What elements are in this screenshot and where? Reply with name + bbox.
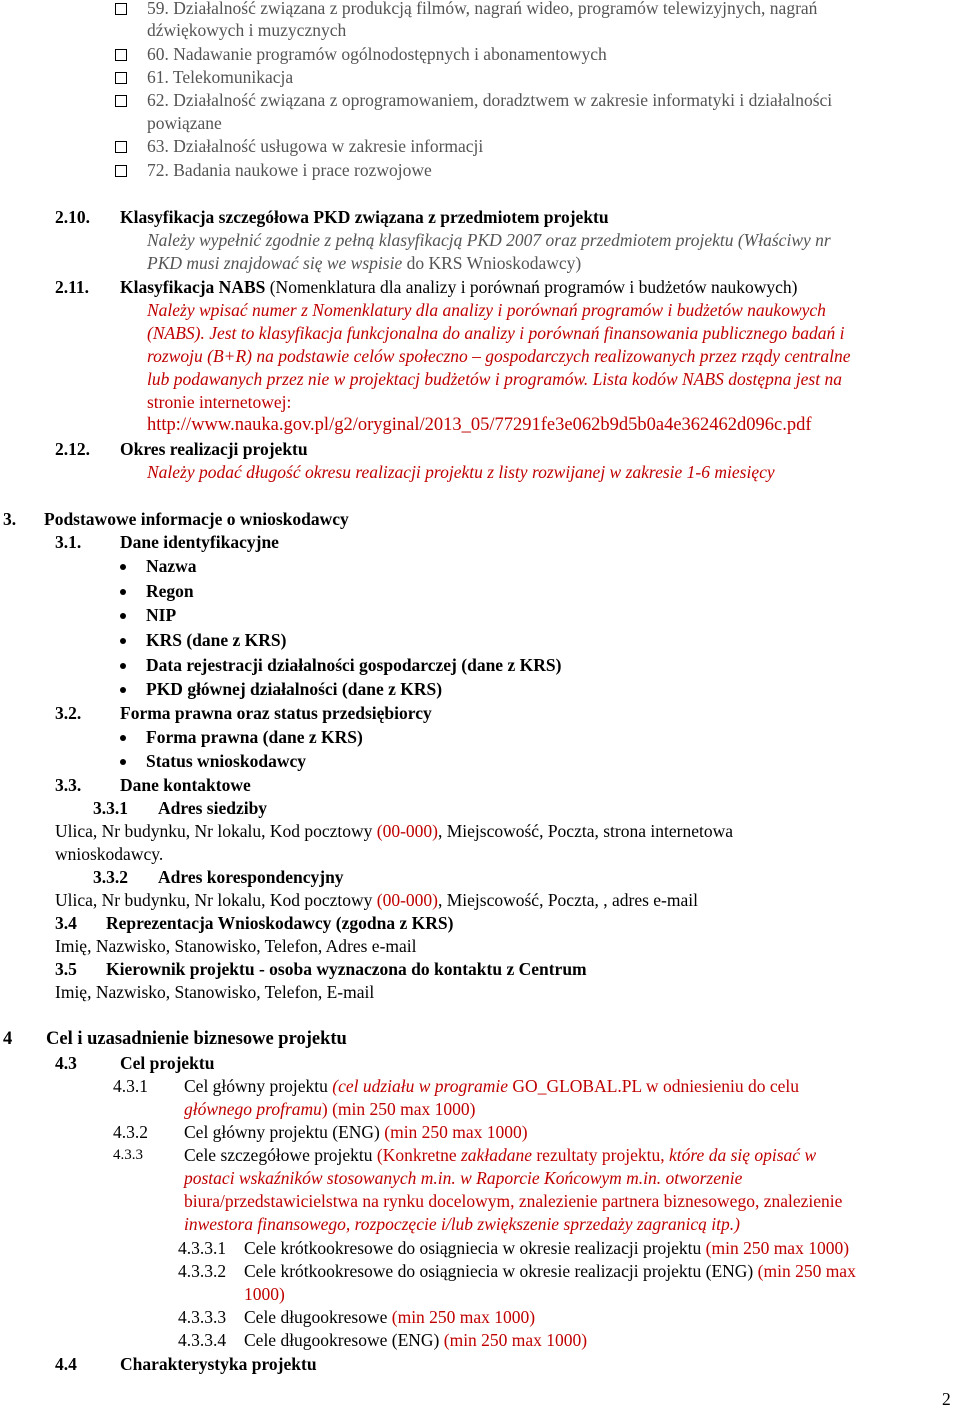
section-4-3-3-1-number: 4.3.3.1	[178, 1238, 227, 1258]
page-number: 2	[942, 1389, 951, 1409]
pkd-72-label: 72. Badania naukowe i prace rozwojowe	[147, 160, 432, 180]
section-3-4-title: Reprezentacja Wnioskodawcy (zgodna z KRS)	[106, 913, 454, 933]
section-4-3-3-1-title: Cele krótkookresowe do osiągniecia w okresie realizacji projektu (min 250 max 1000)	[244, 1238, 850, 1258]
bullet-icon	[120, 613, 126, 619]
bullet-icon	[120, 735, 126, 741]
list-item: Regon	[146, 581, 194, 601]
section-3-number: 3.	[3, 509, 17, 529]
section-4-4-number: 4.4	[55, 1354, 77, 1374]
section-2-11-title: Klasyfikacja NABS (Nomenklatura dla analizy i porównań programów i budżetów naukowych)	[120, 277, 798, 297]
section-4-3-1-number: 4.3.1	[113, 1076, 148, 1096]
pkd-62-label-cont: powiązane	[147, 113, 222, 133]
project-manager-fields: Imię, Nazwisko, Stanowisko, Telefon, E-mail	[55, 982, 375, 1002]
section-3-5-number: 3.5	[55, 959, 77, 979]
section-3-2-number: 3.2.	[55, 703, 82, 723]
address-fields: Ulica, Nr budynku, Nr lokalu, Kod pocztowy (00-000), Miejscowość, Poczta, strona internetowa	[55, 821, 733, 841]
list-item: Nazwa	[146, 556, 197, 576]
section-4-3-number: 4.3	[55, 1053, 77, 1073]
section-2-12-note: Należy podać długość okresu realizacji projektu z listy rozwijanej w zakresie 1-6 miesięcy	[147, 462, 775, 482]
list-item: KRS (dane z KRS)	[146, 630, 287, 650]
pkd-59-label-cont: dźwiękowych i muzycznych	[147, 20, 347, 40]
section-2-11-note-2: (NABS). Jest to klasyfikacja funkcjonalna do analizy i porównań finansowania publicznego badań i	[147, 323, 845, 343]
address-fields-cont: wnioskodawcy.	[55, 844, 164, 864]
section-3-3-1-title: Adres siedziby	[158, 798, 268, 818]
section-4-4-title: Charakterystyka projektu	[120, 1354, 317, 1374]
section-4-number: 4	[3, 1029, 13, 1049]
checkbox-62[interactable]	[115, 95, 127, 107]
section-4-3-3-4-number: 4.3.3.4	[178, 1330, 227, 1350]
list-item: NIP	[146, 605, 177, 625]
correspondence-fields: Ulica, Nr budynku, Nr lokalu, Kod pocztowy (00-000), Miejscowość, Poczta, , adres e-mail	[55, 890, 698, 910]
section-3-3-2-title: Adres korespondencyjny	[158, 867, 344, 887]
section-4-3-3-title: Cele szczegółowe projektu (Konkretne zakładane rezultaty projektu, które da się opisać w	[184, 1145, 817, 1165]
section-4-3-2-title: Cel główny projektu (ENG) (min 250 max 1000)	[184, 1122, 528, 1142]
section-3-3-number: 3.3.	[55, 775, 82, 795]
section-4-3-2-number: 4.3.2	[113, 1122, 148, 1142]
list-item: Forma prawna (dane z KRS)	[146, 727, 363, 747]
section-3-5-title: Kierownik projektu - osoba wyznaczona do kontaktu z Centrum	[106, 959, 587, 979]
bullet-icon	[120, 589, 126, 595]
checkbox-60[interactable]	[115, 49, 127, 61]
section-4-3-3-3-title: Cele długookresowe (min 250 max 1000)	[244, 1307, 536, 1327]
section-4-3-3-2-title-cont: 1000)	[244, 1284, 285, 1304]
section-3-4-number: 3.4	[55, 913, 77, 933]
bullet-icon	[120, 663, 126, 669]
section-3-title: Podstawowe informacje o wnioskodawcy	[44, 509, 349, 529]
section-3-3-2-number: 3.3.2	[93, 867, 128, 887]
section-4-3-3-note-3: inwestora finansowego, rozpoczęcie i/lub zwiększenie sprzedaży zagranicą itp.)	[184, 1214, 740, 1234]
bullet-icon	[120, 638, 126, 644]
section-2-11-note-3: rozwoju (B+R) na podstawie celów społeczno – gospodarczych realizowanych przez rządy centralne	[147, 346, 851, 366]
pkd-61-label: 61. Telekomunikacja	[147, 67, 294, 87]
pkd-59-label: 59. Działalność związana z produkcją filmów, nagrań wideo, programów telewizyjnych, nagrań	[147, 0, 818, 18]
section-4-3-3-2-number: 4.3.3.2	[178, 1261, 227, 1281]
section-2-11-note: Należy wpisać numer z Nomenklatury dla analizy i porównań programów i budżetów naukowych	[147, 300, 826, 320]
section-4-3-3-4-title: Cele długookresowe (ENG) (min 250 max 1000)	[244, 1330, 588, 1350]
section-2-11-note-5: stronie internetowej:	[147, 392, 292, 412]
checkbox-63[interactable]	[115, 141, 127, 153]
section-2-10-note-cont: PKD musi znajdować się we wspisie do KRS Wnioskodawcy)	[147, 253, 582, 273]
section-4-3-3-number: 4.3.3	[113, 1147, 143, 1163]
section-2-10-number: 2.10.	[55, 207, 90, 227]
bullet-icon	[120, 687, 126, 693]
section-3-3-1-number: 3.3.1	[93, 798, 128, 818]
bullet-icon	[120, 564, 126, 570]
section-2-11-note-4: lub podawanych przez nie w projektacj budżetów i programów. Lista kodów NABS dostępna jest na	[147, 369, 842, 389]
section-3-3-title: Dane kontaktowe	[120, 775, 251, 795]
section-2-12-number: 2.12.	[55, 439, 90, 459]
section-3-1-title: Dane identyfikacyjne	[120, 532, 279, 552]
section-2-12-title: Okres realizacji projektu	[120, 439, 308, 459]
representation-fields: Imię, Nazwisko, Stanowisko, Telefon, Adres e-mail	[55, 936, 417, 956]
section-4-3-title: Cel projektu	[120, 1053, 215, 1073]
section-4-3-1-title-cont: głównego proframu) (min 250 max 1000)	[184, 1099, 476, 1119]
section-2-10-note: Należy wypełnić zgodnie z pełną klasyfikacją PKD 2007 oraz przedmiotem projektu (Właściwy nr	[147, 230, 831, 250]
checkbox-61[interactable]	[115, 72, 127, 84]
bullet-icon	[120, 759, 126, 765]
nabs-link[interactable]: http://www.nauka.gov.pl/g2/oryginal/2013_05/77291fe3e062b9d5b0a4e362462d096c.pdf	[147, 415, 812, 435]
section-2-10-title: Klasyfikacja szczegółowa PKD związana z przedmiotem projektu	[120, 207, 609, 227]
section-4-3-3-note: postaci wskaźników stosowanych m.in. w Raporcie Końcowym m.in. otworzenie	[184, 1168, 743, 1188]
checkbox-59[interactable]	[115, 3, 127, 15]
pkd-63-label: 63. Działalność usługowa w zakresie informacji	[147, 136, 484, 156]
section-4-3-3-2-title: Cele krótkookresowe do osiągniecia w okresie realizacji projektu (ENG) (min 250 max	[244, 1261, 856, 1281]
section-3-2-title: Forma prawna oraz status przedsiębiorcy	[120, 703, 432, 723]
checkbox-72[interactable]	[115, 165, 127, 177]
section-4-3-1-title: Cel główny projektu (cel udziału w programie GO_GLOBAL.PL w odniesieniu do celu	[184, 1076, 800, 1096]
section-3-1-number: 3.1.	[55, 532, 82, 552]
section-4-3-3-note-2: biura/przedstawicielstwa na rynku docelowym, znalezienie partnera biznesowego, znalezienie	[184, 1191, 843, 1211]
list-item: Data rejestracji działalności gospodarczej (dane z KRS)	[146, 655, 562, 675]
list-item: Status wnioskodawcy	[146, 751, 306, 771]
section-4-title: Cel i uzasadnienie biznesowe projektu	[46, 1029, 347, 1049]
pkd-62-label: 62. Działalność związana z oprogramowaniem, doradztwem w zakresie informatyki i działalności	[147, 90, 833, 110]
list-item: PKD głównej działalności (dane z KRS)	[146, 679, 443, 699]
section-2-11-number: 2.11.	[55, 277, 90, 297]
pkd-60-label: 60. Nadawanie programów ogólnodostępnych i abonamentowych	[147, 44, 607, 64]
section-4-3-3-3-number: 4.3.3.3	[178, 1307, 227, 1327]
